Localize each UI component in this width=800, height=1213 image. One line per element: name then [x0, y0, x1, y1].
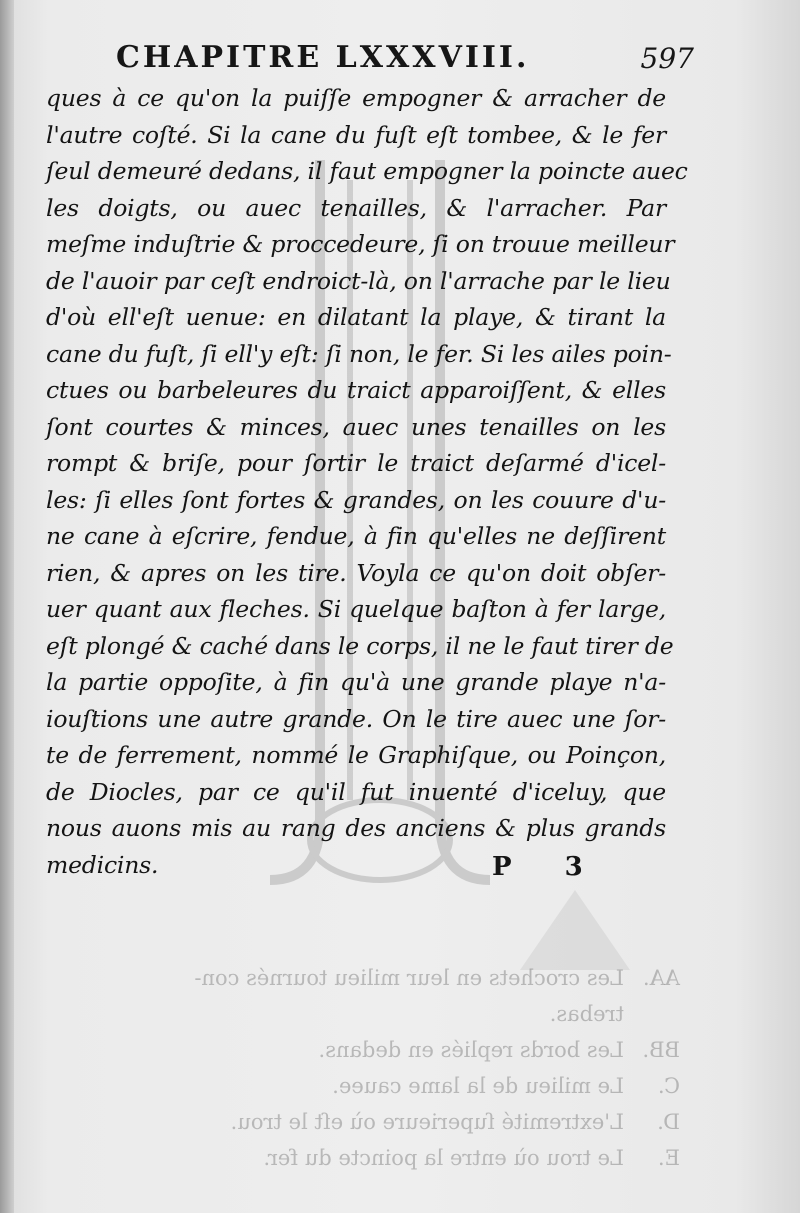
text-line: rompt & briſe, pour ſortir le traict deſarmé d'icel-	[46, 449, 666, 477]
text-line: les doigts, ou auec tenailles, & l'arracher. Par	[46, 193, 666, 222]
legend-text: Les crochets en leur milieu tournés con-	[194, 966, 624, 990]
text-line: nous auons mis au rang des anciens & plus grands	[46, 814, 666, 842]
text-line: les: ſi elles ſont fortes & grandes, on les couure d'u-	[46, 485, 666, 514]
legend-text: Les bords repliés en dedans.	[318, 1038, 624, 1062]
legend-text: trebas.	[549, 1002, 624, 1026]
text-line: iouſtions une autre grande. On le tire auec une ſor-	[46, 704, 666, 733]
legend-letter: C.	[658, 1074, 680, 1098]
legend-row	[160, 1104, 680, 1140]
legend-letter: AA.	[642, 966, 680, 990]
signature-mark: P 3	[492, 852, 605, 882]
text-line: uer quant aux fleches. Si quelque baſton à fer large,	[46, 595, 666, 623]
legend-row	[160, 960, 680, 996]
text-line: medicins.	[46, 850, 159, 879]
text-line: eſt plongé & caché dans le corps, il ne le faut tirer de	[46, 631, 674, 660]
text-line: ctues ou barbeleures du traict apparoiſſent, & elles	[46, 376, 666, 404]
legend-letter: E.	[657, 1146, 680, 1170]
legend-letter: D.	[657, 1110, 680, 1134]
legend-text: L'extremité ſuperieure où eſt le trou.	[230, 1110, 624, 1134]
text-line: rien, & apres on les tire. Voyla ce qu'on doit obſer-	[46, 558, 666, 587]
text-line: ſeul demeuré dedans, il faut empogner la poincte auec	[46, 157, 688, 185]
legend-row	[160, 1140, 680, 1176]
legend-row	[160, 1032, 680, 1068]
text-line: te de ferrement, nommé le Graphiſque, ou Poinçon,	[46, 741, 666, 769]
legend-row	[160, 1068, 680, 1104]
text-line: ſont courtes & minces, auec unes tenailles on les	[46, 412, 666, 441]
legend-text: Le milieu de la lame cauee.	[332, 1074, 624, 1098]
text-line: la partie oppoſite, à fin qu'à une grande playe n'a-	[46, 668, 666, 696]
legend-letter: BB.	[642, 1038, 680, 1062]
page-number: 597	[640, 42, 694, 75]
text-line: cane du fuſt, ſi ell'y eſt: ſi non, le fer. Si les ailes poin-	[46, 339, 672, 368]
page-header	[110, 38, 700, 82]
legend-row	[160, 996, 680, 1032]
text-line: l'autre coſté. Si la cane du fuſt eſt tombee, & le fer	[46, 120, 666, 149]
text-line: ne cane à eſcrire, fendue, à fin qu'elles ne deſſirent	[46, 522, 666, 550]
text-line: d'où ell'eſt uenue: en dilatant la playe, & tirant la	[46, 303, 666, 331]
text-line: de Diocles, par ce qu'il fut inuenté d'iceluy, que	[46, 777, 666, 806]
show-through-ornament	[520, 890, 630, 970]
text-line: de l'auoir par ceſt endroict-là, on l'arrache par le lieu	[46, 266, 671, 295]
text-line: meſme induſtrie & proccedeure, ſi on trouue meilleur	[46, 230, 675, 258]
body-text	[46, 80, 688, 883]
page-gutter-shadow	[0, 0, 14, 1213]
show-through-legend	[160, 960, 680, 1200]
legend-text: Le trou où entre la poincte du fer.	[263, 1146, 624, 1170]
running-title: CHAPITRE LXXXVIII.	[116, 40, 530, 75]
text-line: ques à ce qu'on la puiſſe empogner & arracher de	[46, 84, 666, 112]
